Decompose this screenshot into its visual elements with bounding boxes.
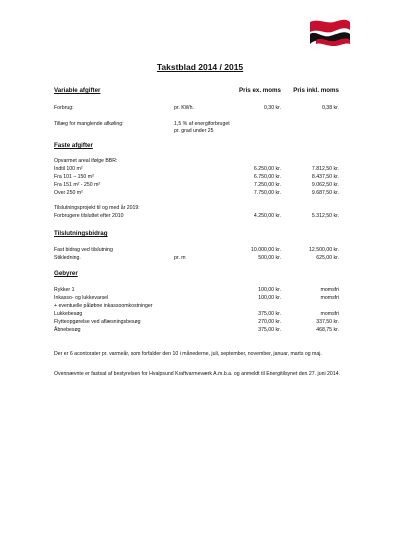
faste-row-price-inkl: 8.437,50 kr. — [311, 174, 339, 180]
projekt-price-ex: 4.250,00 kr. — [253, 213, 281, 219]
faste-row-price-ex: 7.250,00 kr. — [253, 182, 281, 188]
rykker-price-ex: 100,00 kr. — [258, 287, 281, 293]
faste-row-price-inkl: 7.812,50 kr. — [311, 166, 339, 172]
aabnebesoeg-price-inkl: 468,75 kr. — [316, 327, 339, 333]
projekt-price-inkl: 5.312,50 kr. — [311, 213, 339, 219]
faste-row-price-ex: 6.750,00 kr. — [253, 174, 281, 180]
faste-row-label: Fra 101 – 150 m² — [54, 174, 94, 180]
column-header-inkl-moms: Pris inkl. moms — [293, 87, 339, 94]
forbrug-label: Forbrug: — [54, 105, 74, 111]
lukkebesoeg-price-inkl: momsfri — [320, 311, 339, 317]
faste-row-label: Indtil 100 m² — [54, 166, 83, 172]
stikledning-price-inkl: 625,00 kr. — [316, 255, 339, 261]
forbrug-price-ex: 0,30 kr. — [263, 105, 281, 111]
rykker-label: Rykker 1 — [54, 287, 75, 293]
company-logo — [308, 18, 352, 48]
faste-row-price-inkl: 9.062,50 kr. — [311, 182, 339, 188]
stikledning-price-ex: 500,00 kr. — [258, 255, 281, 261]
tillaeg-label: Tillæg for manglende afkøling: — [54, 121, 124, 127]
inkasso-price-inkl: momsfri — [320, 295, 339, 301]
section-heading-tilslutning: Tilslutningsbidrag — [54, 230, 108, 237]
inkasso-label: Inkasso- og lukkevarsel — [54, 295, 109, 301]
faste-row-price-inkl: 9.687,50 kr. — [311, 190, 339, 196]
fast-bidrag-label: Fast bidrag ved tilslutning — [54, 247, 113, 253]
note-acontorater: Der er 6 acontorater pr. varmeår, som forfalder den 10 i månederne, juli, september, november, januar, marts og maj. — [54, 351, 322, 357]
lukkebesoeg-label: Lukkebesøg — [54, 311, 83, 317]
tillaeg-desc-line-1: 1,5 % af energiforbruget — [174, 121, 230, 127]
column-header-ex-moms: Pris ex. moms — [239, 87, 281, 94]
section-heading-gebyrer: Gebyrer — [54, 270, 78, 277]
projekt-label-line-1: Tilslutningsprojekt til og med år 2019: — [54, 205, 140, 211]
stikledning-unit: pr. m — [174, 255, 186, 261]
flytteopgoerelse-label: Flytteopgørelse ved aflæsningsbesøg — [54, 319, 141, 325]
faste-row-label: Over 250 m² — [54, 190, 83, 196]
section-heading-faste: Faste afgifter — [54, 142, 93, 149]
forbrug-unit: pr. KWh. — [174, 105, 194, 111]
lukkebesoeg-price-ex: 375,00 kr. — [258, 311, 281, 317]
faste-row-price-ex: 7.750,00 kr. — [253, 190, 281, 196]
inkasso-extra-label: + eventuelle påløbne inkassoomkostninger — [54, 303, 153, 309]
section-heading-variable: Variable afgifter — [54, 87, 101, 94]
logo-red-wave — [310, 20, 350, 33]
aabnebesoeg-price-ex: 375,00 kr. — [258, 327, 281, 333]
page-title: Takstblad 2014 / 2015 — [156, 62, 244, 72]
faste-row-label: Fra 151 m² - 250 m² — [54, 182, 101, 188]
rykker-price-inkl: momsfri — [320, 287, 339, 293]
faste-row-price-ex: 6.250,00 kr. — [253, 166, 281, 172]
aabnebesoeg-label: Åbnebesøg — [54, 327, 81, 333]
stikledning-label: Stikledning. — [54, 255, 81, 261]
flytteopgoerelse-price-ex: 270,00 kr. — [258, 319, 281, 325]
projekt-label-line-2: Forbrugere tilsluttet efter 2010 — [54, 213, 124, 219]
tillaeg-desc-line-2: pr. grad under 25 — [174, 128, 214, 134]
fast-bidrag-price-ex: 10.000,00 kr. — [251, 247, 281, 253]
forbrug-price-inkl: 0,38 kr. — [321, 105, 339, 111]
flytteopgoerelse-price-inkl: 337,50 kr. — [316, 319, 339, 325]
note-bestyrelse: Ovennævnte er fastsat af bestyrelsen for Hvalpsund Kraftvarmeværk A.m.b.a. og anmeldt til Energitilsynet den 27. juni 2014. — [54, 371, 341, 377]
fast-bidrag-price-inkl: 12.500,00 kr. — [309, 247, 339, 253]
inkasso-price-ex: 100,00 kr. — [258, 295, 281, 301]
faste-intro: Opvarmet areal ifølge BBR: — [54, 158, 118, 164]
